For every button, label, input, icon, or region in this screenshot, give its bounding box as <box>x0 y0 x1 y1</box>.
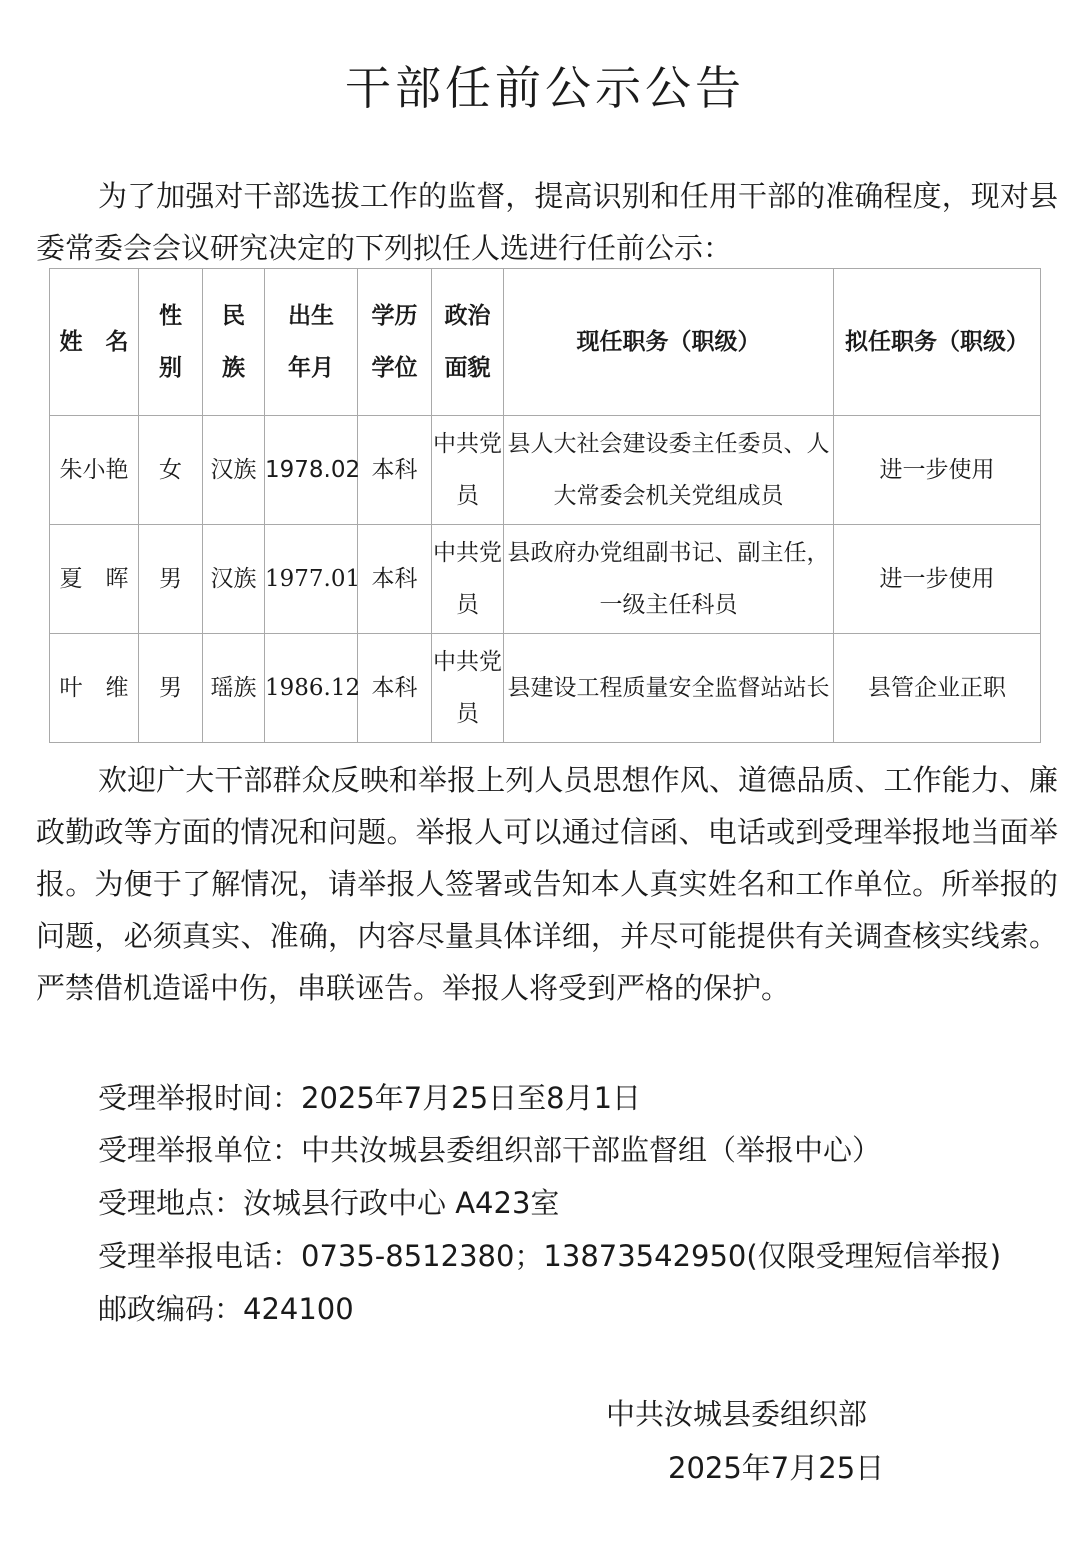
cell-political: 中共党员 <box>432 416 504 525</box>
header-ethnicity-line1: 民 <box>222 303 245 329</box>
header-education-line1: 学历 <box>371 303 418 329</box>
cell-political: 中共党员 <box>432 525 504 634</box>
cell-education: 本科 <box>358 416 432 525</box>
cell-proposed-position: 进一步使用 <box>834 525 1041 634</box>
cell-current-position: 县建设工程质量安全监督站站长 <box>504 634 834 743</box>
cell-proposed-position: 进一步使用 <box>834 416 1041 525</box>
cell-birth: 1978.02 <box>265 416 358 525</box>
cell-name: 夏 晖 <box>50 525 139 634</box>
header-gender <box>139 269 203 416</box>
header-ethnicity <box>203 269 265 416</box>
header-proposed-position: 拟任职务（职级） <box>834 269 1041 416</box>
header-ethnicity-line2: 族 <box>222 355 245 381</box>
header-political-line1: 政治 <box>444 303 491 329</box>
body-paragraph: 欢迎广大干部群众反映和举报上列人员思想作风、道德品质、工作能力、廉政勤政等方面的情况和问题。举报人可以通过信函、电话或到受理举报地当面举报。为便于了解情况，请举报人签署或告知本人真实姓名和工作单位。所举报的问题，必须真实、准确，内容尽量具体详细，并尽可能提供有关调查核实线索。严禁借机造谣中伤，串联诬告。举报人将受到严格的保护。 <box>36 763 1058 1005</box>
header-political <box>432 269 504 416</box>
cell-current-position: 县人大社会建设委主任委员、人大常委会机关党组成员 <box>504 416 834 525</box>
cell-education: 本科 <box>358 525 432 634</box>
candidate-table <box>49 268 1041 743</box>
cell-ethnicity: 汉族 <box>203 525 265 634</box>
report-unit: 受理举报单位：中共汝城县委组织部干部监督组（举报中心） <box>98 1133 882 1167</box>
header-gender-line2: 别 <box>159 355 182 381</box>
cell-ethnicity: 瑶族 <box>203 634 265 743</box>
table-header-row <box>50 269 1041 416</box>
postal-code: 邮政编码：424100 <box>98 1292 354 1326</box>
table-row <box>50 634 1041 743</box>
page-title: 干部任前公示公告 <box>345 61 745 115</box>
cell-education: 本科 <box>358 634 432 743</box>
cell-gender: 女 <box>139 416 203 525</box>
header-gender-line1: 性 <box>159 303 182 329</box>
cell-current-position: 县政府办党组副书记、副主任，一级主任科员 <box>504 525 834 634</box>
cell-proposed-position: 县管企业正职 <box>834 634 1041 743</box>
intro-paragraph: 为了加强对干部选拔工作的监督，提高识别和任用干部的准确程度，现对县委常委会会议研究决定的下列拟任人选进行任前公示： <box>36 179 1058 265</box>
header-name: 姓 名 <box>50 269 139 416</box>
cell-ethnicity: 汉族 <box>203 416 265 525</box>
header-current-position: 现任职务（职级） <box>504 269 834 416</box>
cell-name: 叶 维 <box>50 634 139 743</box>
cell-birth: 1977.01 <box>265 525 358 634</box>
signature-org: 中共汝城县委组织部 <box>606 1397 868 1431</box>
header-education-line2: 学位 <box>371 355 418 381</box>
report-place: 受理地点：汝城县行政中心 A423室 <box>98 1186 560 1220</box>
table-row <box>50 525 1041 634</box>
header-birth <box>265 269 358 416</box>
table-row <box>50 416 1041 525</box>
cell-gender: 男 <box>139 525 203 634</box>
header-birth-line2: 年月 <box>288 355 334 381</box>
header-education <box>358 269 432 416</box>
cell-name: 朱小艳 <box>50 416 139 525</box>
cell-birth: 1986.12 <box>265 634 358 743</box>
signature-date: 2025年7月25日 <box>668 1451 885 1485</box>
header-political-line2: 面貌 <box>444 355 491 381</box>
report-phone: 受理举报电话：0735-8512380；13873542950(仅限受理短信举报) <box>98 1239 1002 1273</box>
header-birth-line1: 出生 <box>288 303 334 329</box>
report-time: 受理举报时间：2025年7月25日至8月1日 <box>98 1081 642 1115</box>
cell-gender: 男 <box>139 634 203 743</box>
cell-political: 中共党员 <box>432 634 504 743</box>
